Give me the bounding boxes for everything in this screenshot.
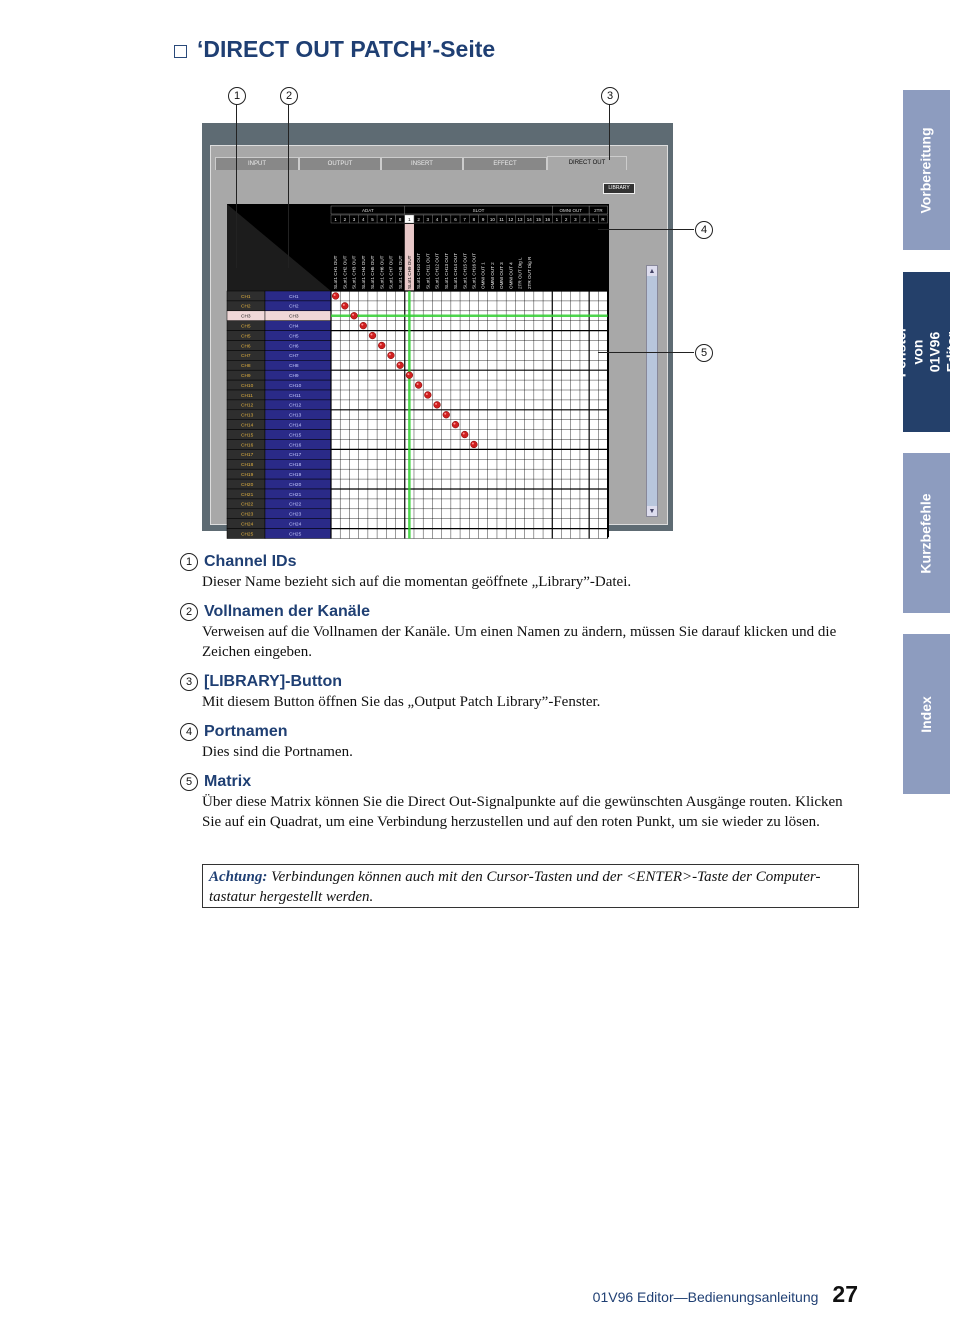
channel-name: CH2 — [289, 304, 299, 310]
connection-dot[interactable] — [351, 312, 358, 319]
channel-name: CH19 — [289, 473, 302, 478]
item-number: 4 — [180, 723, 198, 741]
port-name: SLot1 CH10 OUT — [416, 253, 422, 289]
channel-id: CH2 — [241, 304, 251, 310]
item-number: 2 — [180, 603, 198, 621]
column-number: 10 — [489, 217, 495, 222]
column-number: 7 — [463, 217, 466, 222]
scroll-down-icon[interactable]: ▼ — [648, 507, 656, 515]
column-number: 3 — [426, 217, 430, 222]
connection-dot-highlight[interactable] — [352, 314, 354, 316]
column-number: 12 — [508, 217, 514, 222]
channel-name: CH6 — [289, 344, 299, 350]
page-number: 27 — [832, 1281, 858, 1307]
connection-dot-highlight[interactable] — [444, 413, 446, 415]
side-tab-fenster[interactable] — [892, 272, 960, 432]
port-name: OMNI OUT 2 — [489, 262, 495, 289]
checkbox-bullet-icon — [174, 45, 187, 58]
footer-doc-title: 01V96 Editor—Bedienungsanleitung — [592, 1289, 819, 1305]
channel-id: CH20 — [241, 482, 254, 488]
column-number: 3 — [352, 217, 356, 222]
port-name: SLot1 CH11 OUT — [425, 253, 431, 289]
item-channel-ids — [180, 553, 860, 592]
connection-dot-highlight[interactable] — [417, 383, 419, 385]
callout-5: 5 — [695, 344, 713, 362]
tab-direct-out[interactable]: DIRECT OUT — [547, 156, 627, 170]
column-number: 3 — [574, 217, 577, 222]
channel-id: CH23 — [241, 512, 254, 518]
item-full-names — [180, 603, 860, 662]
channel-id: CH12 — [241, 403, 254, 409]
channel-id: CH5 — [241, 334, 251, 340]
channel-name: CH7 — [289, 354, 299, 360]
connection-dot-highlight[interactable] — [370, 334, 372, 336]
column-number: L — [592, 217, 596, 222]
channel-name: CH20 — [289, 482, 302, 488]
channel-name: CH25 — [289, 532, 302, 538]
connection-dot[interactable] — [406, 372, 413, 379]
tab-output[interactable]: OUTPUT — [299, 157, 381, 170]
column-number: 2 — [343, 217, 347, 222]
channel-id: CH15 — [241, 433, 254, 439]
column-number: 2 — [417, 217, 420, 222]
column-number: 6 — [380, 217, 383, 222]
group-header-label: 2TR — [594, 208, 603, 213]
column-number: 4 — [362, 217, 365, 222]
channel-id: CH11 — [241, 393, 253, 399]
port-name: OMNI OUT 3 — [499, 262, 505, 289]
connection-dot-highlight[interactable] — [343, 304, 345, 306]
note-text: Verbindungen können auch mit den Cursor-Tasten und der <ENTER>-Taste der Computer-tastatur hergestellt werden. — [209, 869, 821, 905]
channel-name: CH12 — [289, 403, 302, 409]
channel-name: CH5 — [289, 334, 299, 340]
group-header-label: ADAT — [362, 208, 374, 213]
port-name: 2TR OUT Dig R — [526, 256, 532, 289]
section-heading — [174, 36, 495, 63]
item-label: [LIBRARY]-Button — [204, 673, 343, 690]
channel-id: CH1 — [241, 294, 251, 300]
patch-matrix[interactable] — [227, 204, 609, 537]
item-library-button — [180, 673, 860, 712]
channel-name: CH9 — [289, 374, 299, 379]
leader-line-2 — [288, 104, 289, 268]
side-tab-vorbereitung[interactable] — [903, 90, 950, 250]
channel-id: CH18 — [241, 463, 254, 469]
item-label: Channel IDs — [204, 553, 297, 570]
connection-dot[interactable] — [424, 392, 431, 399]
connection-dot-highlight[interactable] — [435, 403, 437, 405]
port-name: SLot1 CH8 OUT — [397, 255, 403, 289]
connection-dot[interactable] — [341, 302, 348, 309]
connection-dot-highlight[interactable] — [407, 373, 409, 375]
item-text: Über diese Matrix können Sie die Direct Out-Signalpunkte auf die gewünschten Ausgänge routen. Klicken Sie auf ein Quadrat, um eine Verbindung herzustellen und auf den roten Punkt, um sie wieder zu lösen. — [202, 794, 843, 830]
channel-name: CH18 — [289, 463, 302, 469]
matrix-scrollbar[interactable] — [646, 265, 658, 517]
side-tab-label: Vorbereitung — [918, 126, 935, 214]
connection-dot[interactable] — [369, 332, 376, 339]
port-name: OMNI OUT 4 — [508, 262, 514, 289]
channel-id: CH14 — [241, 423, 254, 429]
channel-name: CH8 — [289, 364, 299, 370]
column-number: 7 — [389, 217, 393, 222]
channel-id: CH19 — [241, 473, 254, 478]
connection-dot[interactable] — [397, 362, 404, 369]
channel-id: CH24 — [241, 522, 254, 528]
item-port-names — [180, 723, 860, 762]
channel-id: CH17 — [241, 453, 254, 459]
port-name: SLot1 CH13 OUT — [443, 253, 449, 289]
library-button[interactable]: LIBRARY — [603, 183, 635, 194]
column-number: 11 — [499, 217, 504, 222]
item-number: 3 — [180, 673, 198, 691]
channel-name: CH3 — [289, 314, 299, 320]
port-name: SLot1 CH2 OUT — [342, 255, 348, 289]
item-label: Vollnamen der Kanäle — [204, 603, 370, 620]
channel-name: CH1 — [289, 294, 299, 300]
connection-dot-highlight[interactable] — [380, 343, 382, 345]
connection-dot-highlight[interactable] — [472, 442, 474, 444]
item-text: Dies sind die Portnamen. — [202, 744, 353, 760]
note-label: Achtung: — [209, 869, 268, 885]
callout-4: 4 — [695, 221, 713, 239]
group-header-label: OMNI OUT — [559, 208, 582, 213]
column-number: 1 — [555, 217, 559, 222]
channel-name: CH17 — [289, 453, 302, 459]
connection-dot-highlight[interactable] — [398, 363, 400, 365]
item-number: 5 — [180, 773, 198, 791]
port-name: SLot1 CH16 OUT — [471, 253, 477, 289]
group-header-label: SLOT — [472, 208, 485, 213]
item-matrix — [180, 773, 860, 832]
port-name: 2TR OUT Dig L — [517, 257, 523, 289]
leader-line-3 — [609, 104, 610, 160]
port-name: SLot1 CH5 OUT — [370, 255, 376, 289]
leader-line-5 — [598, 352, 694, 353]
column-number: 8 — [472, 217, 476, 222]
channel-id: CH13 — [241, 413, 254, 419]
channel-id: CH22 — [241, 502, 254, 508]
scroll-up-icon[interactable]: ▲ — [648, 267, 656, 275]
connection-dot-highlight[interactable] — [334, 294, 336, 296]
leader-line-1 — [236, 104, 237, 268]
port-name: SLot1 CH1 OUT — [333, 255, 339, 289]
channel-name: CH14 — [289, 423, 302, 429]
channel-name: CH23 — [289, 512, 302, 518]
page-footer — [593, 1281, 858, 1308]
channel-id: CH21 — [241, 492, 254, 498]
port-name: SLot1 CH3 OUT — [351, 255, 357, 289]
connection-dot-highlight[interactable] — [463, 433, 465, 435]
channel-id: CH3 — [241, 314, 251, 320]
column-number: 4 — [583, 217, 586, 222]
item-text: Mit diesem Button öffnen Sie das „Output Patch Library”-Fenster. — [202, 694, 601, 710]
port-name: SLot1 CH9 OUT — [406, 255, 412, 289]
connection-dot-highlight[interactable] — [389, 353, 391, 355]
channel-name: CH24 — [289, 522, 302, 528]
connection-dot[interactable] — [360, 322, 367, 329]
item-label: Matrix — [204, 773, 252, 790]
channel-id: CH10 — [241, 383, 254, 389]
connection-dot[interactable] — [415, 382, 422, 389]
patch-matrix-area — [227, 204, 609, 537]
channel-name: CH22 — [289, 502, 302, 508]
connection-dot[interactable] — [388, 352, 395, 359]
column-number: R — [601, 217, 605, 222]
tab-input[interactable]: INPUT — [215, 157, 299, 170]
side-tab-index[interactable] — [903, 634, 950, 794]
column-number: 4 — [435, 217, 439, 222]
connection-dot[interactable] — [332, 293, 339, 300]
callout-2: 2 — [280, 87, 298, 105]
column-number: 9 — [481, 217, 485, 222]
port-name: OMNI OUT 1 — [480, 262, 486, 289]
connection-dot[interactable] — [434, 401, 441, 408]
page-title: ‘DIRECT OUT PATCH’-Seite — [197, 36, 496, 62]
channel-id: CH5 — [241, 324, 251, 330]
channel-id: CH9 — [241, 374, 251, 379]
channel-name: CH10 — [289, 383, 302, 389]
connection-dot[interactable] — [443, 411, 450, 418]
channel-id: CH8 — [241, 364, 251, 370]
callout-3: 3 — [601, 87, 619, 105]
port-name: SLot1 CH15 OUT — [462, 253, 468, 289]
column-number: 1 — [334, 217, 337, 222]
callout-1: 1 — [228, 87, 246, 105]
column-number: 14 — [526, 217, 532, 222]
port-name: SLot1 CH4 OUT — [360, 255, 366, 289]
item-label: Portnamen — [204, 723, 288, 740]
item-number: 1 — [180, 553, 198, 571]
port-name: SLot1 CH12 OUT — [434, 253, 440, 289]
connection-dot-highlight[interactable] — [453, 423, 455, 425]
connection-dot[interactable] — [471, 441, 478, 448]
tab-insert[interactable]: INSERT — [381, 157, 463, 170]
note-box — [202, 864, 859, 908]
column-number: 15 — [535, 217, 541, 222]
item-text: Verweisen auf die Vollnamen der Kanäle. Um einen Namen zu ändern, müssen Sie darauf klicken und die Zeichen eingeben. — [202, 624, 837, 660]
column-number: 8 — [398, 217, 402, 222]
channel-id: CH25 — [241, 532, 254, 538]
leader-line-4 — [598, 229, 694, 230]
connection-dot-highlight[interactable] — [426, 393, 428, 395]
side-tab-label: Kurzbefehle — [918, 492, 934, 574]
column-number: 5 — [444, 217, 448, 222]
port-name: SLot1 CH14 OUT — [453, 253, 459, 289]
side-tab-kurzbefehle[interactable] — [903, 453, 950, 613]
channel-id: CH16 — [241, 443, 254, 449]
direct-out-patch-window — [202, 123, 673, 538]
channel-name: CH13 — [289, 413, 302, 419]
tab-effect[interactable]: EFFECT — [463, 157, 547, 170]
column-number: 5 — [371, 217, 374, 222]
column-number: 1 — [408, 217, 411, 222]
item-text: Dieser Name bezieht sich auf die momentan geöffnete „Library”-Datei. — [202, 574, 632, 590]
connection-dot-highlight[interactable] — [361, 324, 363, 326]
channel-id: CH6 — [241, 344, 251, 350]
column-number: 16 — [545, 217, 551, 222]
connection-dot[interactable] — [378, 342, 385, 349]
port-name: SLot1 CH6 OUT — [379, 255, 385, 289]
column-number: 6 — [454, 217, 457, 222]
channel-name: CH11 — [289, 393, 301, 399]
connection-dot[interactable] — [452, 421, 459, 428]
channel-name: CH4 — [289, 324, 299, 330]
column-number: 13 — [517, 217, 523, 222]
column-number: 2 — [564, 217, 568, 222]
side-tab-label: Fenster von 01V96 Editor — [892, 326, 960, 378]
channel-name: CH15 — [289, 433, 302, 439]
side-tab-label: Index — [917, 695, 934, 733]
channel-id: CH7 — [241, 354, 251, 360]
patch-panel — [210, 145, 668, 538]
connection-dot[interactable] — [461, 431, 468, 438]
channel-name: CH16 — [289, 443, 302, 449]
channel-name: CH21 — [289, 492, 302, 498]
port-name: SLot1 CH7 OUT — [388, 255, 394, 289]
